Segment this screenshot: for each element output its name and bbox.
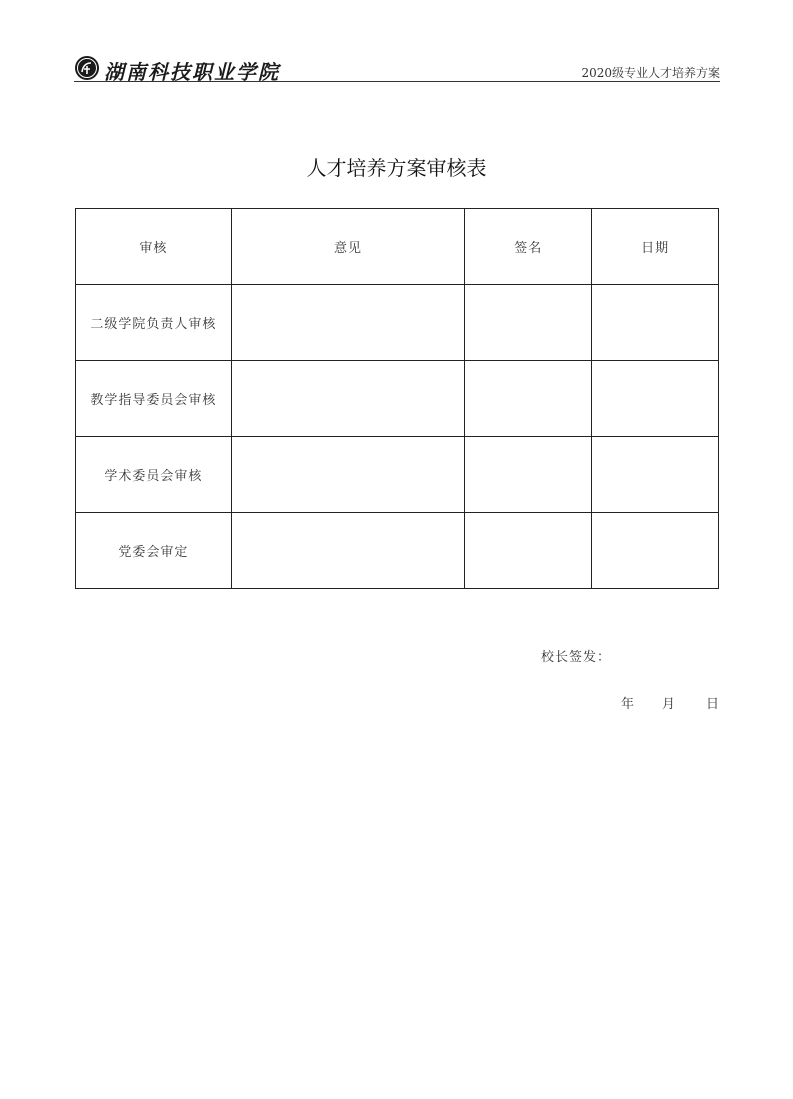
row-label: 教学指导委员会审核: [76, 361, 232, 437]
date-cell[interactable]: [592, 285, 719, 361]
header-date: 日期: [592, 209, 719, 285]
table-row: [76, 437, 719, 513]
signature-cell[interactable]: [465, 285, 592, 361]
signature-cell[interactable]: [465, 361, 592, 437]
page-title: 人才培养方案审核表: [306, 156, 487, 180]
row-label: 党委会审定: [76, 513, 232, 589]
review-table: [75, 208, 719, 589]
header-signature: 签名: [465, 209, 592, 285]
day-label: 日: [706, 697, 720, 712]
header-divider: [74, 81, 720, 82]
document-label: 2020级专业人才培养方案: [581, 66, 720, 80]
date-cell[interactable]: [592, 361, 719, 437]
date-cell[interactable]: [592, 513, 719, 589]
opinion-cell[interactable]: [231, 361, 465, 437]
year-label: 年: [621, 697, 635, 712]
signature-cell[interactable]: [465, 513, 592, 589]
opinion-cell[interactable]: [231, 513, 465, 589]
page-header: [74, 55, 720, 83]
table-row: [76, 513, 719, 589]
school-seal-icon: [74, 55, 100, 81]
month-label: 月: [662, 697, 676, 712]
school-name-logo: 湖南科技职业学院: [104, 60, 280, 84]
table-row: [76, 285, 719, 361]
header-review: 审核: [76, 209, 232, 285]
opinion-cell[interactable]: [231, 285, 465, 361]
principal-signoff-label: 校长签发：: [541, 650, 612, 665]
table-row: [76, 361, 719, 437]
row-label: 学术委员会审核: [76, 437, 232, 513]
row-label: 二级学院负责人审核: [76, 285, 232, 361]
date-cell[interactable]: [592, 437, 719, 513]
opinion-cell[interactable]: [231, 437, 465, 513]
signature-cell[interactable]: [465, 437, 592, 513]
table-header-row: [76, 209, 719, 285]
header-opinion: 意见: [231, 209, 465, 285]
